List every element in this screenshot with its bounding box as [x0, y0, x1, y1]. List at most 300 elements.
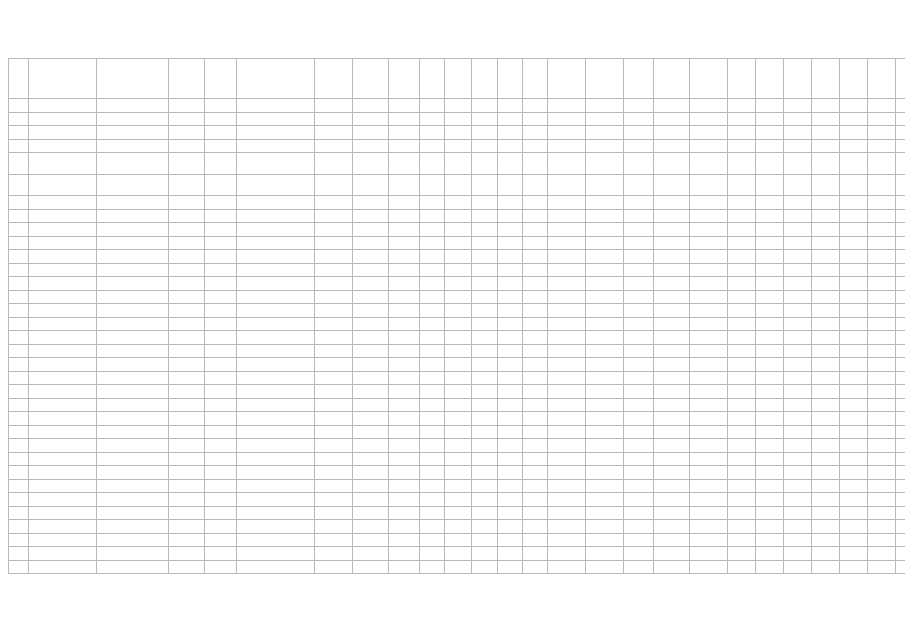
table-cell — [523, 223, 548, 237]
table-cell — [353, 250, 389, 264]
table-cell — [784, 304, 812, 318]
table-cell — [896, 223, 905, 237]
table-cell — [654, 452, 690, 466]
table-cell — [548, 479, 586, 493]
table-cell — [353, 331, 389, 345]
table-cell — [728, 344, 756, 358]
table-cell — [728, 560, 756, 574]
table-cell — [389, 452, 420, 466]
table-cell — [498, 425, 523, 439]
table-cell — [654, 398, 690, 412]
table-cell — [205, 223, 237, 237]
table-cell — [523, 479, 548, 493]
table-cell — [586, 371, 624, 385]
table-cell — [624, 99, 654, 113]
table-cell — [523, 439, 548, 453]
table-cell — [523, 533, 548, 547]
table-cell — [353, 277, 389, 291]
table-cell — [420, 493, 445, 507]
table-cell — [420, 112, 445, 126]
table-cell — [624, 317, 654, 331]
table-cell — [237, 99, 315, 113]
table-cell — [445, 263, 472, 277]
table-row — [9, 344, 905, 358]
table-cell — [548, 506, 586, 520]
table-cell — [97, 358, 169, 372]
table-cell — [654, 439, 690, 453]
table-cell — [812, 425, 840, 439]
table-cell — [498, 398, 523, 412]
table-cell — [624, 547, 654, 561]
table-cell — [624, 174, 654, 196]
table-cell — [445, 479, 472, 493]
table-body — [9, 99, 905, 574]
table-cell — [812, 479, 840, 493]
table-cell — [498, 358, 523, 372]
table-cell — [472, 112, 498, 126]
table-cell — [472, 153, 498, 175]
column-header — [97, 59, 169, 99]
table-row — [9, 223, 905, 237]
table-cell — [97, 425, 169, 439]
table-cell — [523, 99, 548, 113]
table-cell — [315, 358, 353, 372]
table-cell — [624, 236, 654, 250]
table-cell — [205, 317, 237, 331]
table-cell — [205, 385, 237, 399]
table-cell — [624, 126, 654, 140]
table-cell — [420, 398, 445, 412]
table-cell — [472, 560, 498, 574]
table-cell — [9, 277, 29, 291]
table-cell — [586, 263, 624, 277]
table-cell — [205, 520, 237, 534]
table-cell — [420, 277, 445, 291]
table-cell — [756, 560, 784, 574]
table-cell — [896, 533, 905, 547]
table-cell — [624, 479, 654, 493]
table-cell — [868, 174, 896, 196]
table-cell — [445, 506, 472, 520]
table-cell — [445, 236, 472, 250]
table-cell — [237, 196, 315, 210]
table-cell — [812, 317, 840, 331]
table-cell — [445, 304, 472, 318]
table-cell — [840, 385, 868, 399]
table-cell — [690, 493, 728, 507]
table-cell — [498, 533, 523, 547]
table-cell — [586, 533, 624, 547]
table-cell — [472, 425, 498, 439]
table-cell — [315, 385, 353, 399]
table-cell — [389, 344, 420, 358]
table-cell — [169, 398, 205, 412]
table-cell — [756, 99, 784, 113]
table-cell — [97, 398, 169, 412]
table-cell — [523, 371, 548, 385]
table-cell — [472, 277, 498, 291]
table-cell — [624, 250, 654, 264]
table-cell — [690, 371, 728, 385]
table-cell — [840, 466, 868, 480]
table-cell — [523, 452, 548, 466]
table-cell — [169, 236, 205, 250]
table-cell — [756, 209, 784, 223]
table-header-row — [9, 59, 905, 99]
table-cell — [169, 126, 205, 140]
table-cell — [868, 290, 896, 304]
table-cell — [548, 139, 586, 153]
table-cell — [868, 533, 896, 547]
table-cell — [237, 209, 315, 223]
table-cell — [315, 304, 353, 318]
table-cell — [756, 304, 784, 318]
table-cell — [523, 466, 548, 480]
table-cell — [728, 371, 756, 385]
table-cell — [523, 139, 548, 153]
table-cell — [840, 277, 868, 291]
table-cell — [654, 371, 690, 385]
column-header — [472, 59, 498, 99]
table-cell — [169, 466, 205, 480]
table-cell — [548, 99, 586, 113]
table-cell — [9, 398, 29, 412]
table-cell — [548, 533, 586, 547]
table-cell — [624, 290, 654, 304]
table-cell — [523, 263, 548, 277]
table-cell — [654, 358, 690, 372]
table-cell — [728, 547, 756, 561]
table-cell — [9, 174, 29, 196]
table-cell — [420, 290, 445, 304]
table-cell — [315, 223, 353, 237]
table-cell — [812, 290, 840, 304]
table-cell — [784, 493, 812, 507]
table-cell — [784, 520, 812, 534]
table-cell — [9, 263, 29, 277]
table-row — [9, 153, 905, 175]
table-cell — [169, 99, 205, 113]
table-cell — [205, 412, 237, 426]
table-cell — [169, 520, 205, 534]
table-cell — [756, 412, 784, 426]
table-cell — [205, 290, 237, 304]
table-cell — [624, 398, 654, 412]
table-cell — [237, 331, 315, 345]
table-cell — [690, 139, 728, 153]
table-cell — [548, 493, 586, 507]
table-cell — [624, 371, 654, 385]
table-cell — [812, 547, 840, 561]
table-cell — [586, 112, 624, 126]
table-cell — [29, 371, 97, 385]
table-cell — [868, 250, 896, 264]
table-cell — [445, 425, 472, 439]
table-cell — [498, 174, 523, 196]
table-cell — [840, 209, 868, 223]
table-cell — [868, 209, 896, 223]
table-cell — [868, 560, 896, 574]
table-cell — [237, 493, 315, 507]
table-cell — [756, 174, 784, 196]
table-cell — [756, 139, 784, 153]
table-cell — [169, 533, 205, 547]
table-cell — [389, 153, 420, 175]
table-cell — [205, 560, 237, 574]
table-cell — [29, 263, 97, 277]
table-cell — [523, 304, 548, 318]
table-cell — [29, 425, 97, 439]
table-cell — [690, 344, 728, 358]
table-cell — [498, 439, 523, 453]
table-cell — [205, 439, 237, 453]
table-cell — [624, 533, 654, 547]
table-cell — [9, 358, 29, 372]
table-cell — [29, 304, 97, 318]
table-cell — [353, 126, 389, 140]
table-cell — [690, 439, 728, 453]
table-cell — [812, 263, 840, 277]
table-row — [9, 139, 905, 153]
table-cell — [812, 304, 840, 318]
table-cell — [690, 277, 728, 291]
table-cell — [353, 196, 389, 210]
table-cell — [353, 139, 389, 153]
table-cell — [624, 385, 654, 399]
table-cell — [896, 277, 905, 291]
table-cell — [237, 520, 315, 534]
table-cell — [97, 223, 169, 237]
table-cell — [586, 506, 624, 520]
table-cell — [472, 344, 498, 358]
table-cell — [498, 196, 523, 210]
table-cell — [472, 520, 498, 534]
table-cell — [756, 479, 784, 493]
table-cell — [237, 358, 315, 372]
table-cell — [548, 196, 586, 210]
table-cell — [784, 412, 812, 426]
table-cell — [205, 209, 237, 223]
table-cell — [9, 533, 29, 547]
table-cell — [624, 112, 654, 126]
table-cell — [840, 126, 868, 140]
table-cell — [498, 250, 523, 264]
table-cell — [315, 506, 353, 520]
table-row — [9, 358, 905, 372]
table-cell — [420, 358, 445, 372]
table-cell — [756, 290, 784, 304]
table-cell — [868, 139, 896, 153]
table-cell — [523, 412, 548, 426]
table-cell — [97, 560, 169, 574]
table-cell — [654, 331, 690, 345]
table-cell — [784, 277, 812, 291]
column-header — [389, 59, 420, 99]
table-cell — [445, 452, 472, 466]
table-cell — [896, 331, 905, 345]
table-cell — [169, 412, 205, 426]
table-cell — [389, 223, 420, 237]
table-cell — [29, 139, 97, 153]
table-cell — [29, 196, 97, 210]
table-cell — [868, 223, 896, 237]
table-cell — [97, 533, 169, 547]
table-cell — [654, 533, 690, 547]
table-cell — [315, 466, 353, 480]
table-cell — [812, 153, 840, 175]
table-cell — [445, 139, 472, 153]
table-cell — [896, 263, 905, 277]
table-cell — [812, 196, 840, 210]
table-cell — [624, 139, 654, 153]
table-cell — [586, 126, 624, 140]
table-cell — [840, 317, 868, 331]
table-cell — [445, 153, 472, 175]
table-cell — [237, 560, 315, 574]
table-cell — [97, 331, 169, 345]
table-cell — [756, 317, 784, 331]
table-cell — [523, 250, 548, 264]
table-cell — [654, 263, 690, 277]
table-cell — [896, 112, 905, 126]
table-cell — [896, 209, 905, 223]
table-cell — [205, 153, 237, 175]
table-cell — [690, 358, 728, 372]
column-header — [868, 59, 896, 99]
table-cell — [812, 174, 840, 196]
table-cell — [784, 358, 812, 372]
table-cell — [728, 209, 756, 223]
table-cell — [784, 209, 812, 223]
table-cell — [97, 290, 169, 304]
table-cell — [389, 174, 420, 196]
table-cell — [756, 439, 784, 453]
table-cell — [586, 236, 624, 250]
table-cell — [97, 263, 169, 277]
table-cell — [29, 174, 97, 196]
table-cell — [97, 520, 169, 534]
table-cell — [315, 209, 353, 223]
table-cell — [389, 317, 420, 331]
table-cell — [389, 533, 420, 547]
table-cell — [868, 126, 896, 140]
table-cell — [315, 344, 353, 358]
table-cell — [315, 290, 353, 304]
table-cell — [472, 479, 498, 493]
table-cell — [9, 466, 29, 480]
table-cell — [868, 371, 896, 385]
table-cell — [586, 174, 624, 196]
table-cell — [237, 371, 315, 385]
table-cell — [896, 250, 905, 264]
table-cell — [472, 290, 498, 304]
table-cell — [9, 560, 29, 574]
table-cell — [756, 493, 784, 507]
table-cell — [97, 439, 169, 453]
table-cell — [169, 250, 205, 264]
table-row — [9, 439, 905, 453]
table-cell — [523, 547, 548, 561]
table-cell — [9, 385, 29, 399]
table-cell — [315, 236, 353, 250]
table-cell — [868, 493, 896, 507]
table-cell — [498, 290, 523, 304]
table-cell — [389, 560, 420, 574]
table-cell — [896, 290, 905, 304]
table-cell — [315, 153, 353, 175]
table-row — [9, 317, 905, 331]
table-cell — [728, 479, 756, 493]
table-cell — [97, 99, 169, 113]
table-cell — [896, 506, 905, 520]
table-cell — [472, 371, 498, 385]
table-cell — [169, 223, 205, 237]
table-cell — [896, 99, 905, 113]
table-cell — [784, 344, 812, 358]
table-cell — [205, 112, 237, 126]
table-cell — [353, 317, 389, 331]
table-cell — [548, 547, 586, 561]
table-cell — [624, 344, 654, 358]
table-cell — [756, 277, 784, 291]
table-cell — [586, 344, 624, 358]
table-cell — [29, 126, 97, 140]
table-cell — [315, 533, 353, 547]
table-cell — [690, 547, 728, 561]
table-cell — [690, 250, 728, 264]
table-cell — [9, 371, 29, 385]
column-header — [784, 59, 812, 99]
table-cell — [728, 277, 756, 291]
table-cell — [840, 439, 868, 453]
table-cell — [420, 560, 445, 574]
table-cell — [896, 547, 905, 561]
table-cell — [353, 412, 389, 426]
table-cell — [523, 331, 548, 345]
table-cell — [868, 277, 896, 291]
table-cell — [586, 358, 624, 372]
table-cell — [868, 196, 896, 210]
table-cell — [237, 126, 315, 140]
table-cell — [756, 126, 784, 140]
table-cell — [586, 479, 624, 493]
table-cell — [896, 139, 905, 153]
table-cell — [690, 506, 728, 520]
table-cell — [353, 506, 389, 520]
table-cell — [205, 196, 237, 210]
table-row — [9, 331, 905, 345]
table-cell — [896, 452, 905, 466]
table-cell — [205, 126, 237, 140]
table-cell — [498, 304, 523, 318]
table-cell — [548, 250, 586, 264]
table-cell — [868, 466, 896, 480]
table-cell — [624, 277, 654, 291]
table-cell — [654, 223, 690, 237]
table-cell — [97, 547, 169, 561]
table-cell — [548, 358, 586, 372]
table-cell — [586, 398, 624, 412]
table-cell — [548, 466, 586, 480]
table-cell — [472, 236, 498, 250]
table-cell — [420, 479, 445, 493]
table-cell — [97, 209, 169, 223]
table-cell — [523, 317, 548, 331]
table-cell — [315, 493, 353, 507]
table-cell — [840, 493, 868, 507]
table-cell — [586, 439, 624, 453]
table-cell — [654, 99, 690, 113]
